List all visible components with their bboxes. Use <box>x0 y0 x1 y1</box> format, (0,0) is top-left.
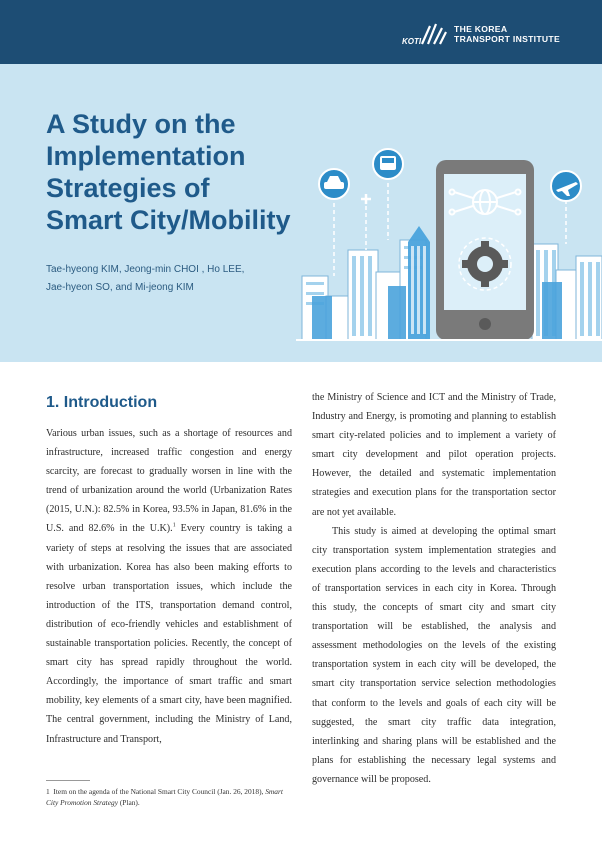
smart-city-illustration <box>296 146 602 362</box>
title-line: A Study on the <box>46 109 236 139</box>
title-line: Smart City/Mobility <box>46 205 291 235</box>
footnote <box>46 787 296 808</box>
bus-icon <box>373 149 403 179</box>
right-column <box>312 388 556 789</box>
footnote-text: Item on the agenda of the National Smart City Council (Jan. 26, 2018), <box>53 787 266 796</box>
org-name-line1: THE KOREA <box>454 24 508 34</box>
koti-logo <box>402 20 560 48</box>
intro-paragraph <box>46 424 292 749</box>
logo-mark-text: KOTI <box>402 37 422 46</box>
title-line: Implementation <box>46 141 246 171</box>
body-paragraph-1: the Ministry of Science and ICT and the Ministry of Trade, Industry and Energy, is promoting and planning to establish smart city-related policies and to implement a variety of smart city development and pilot operation projects. However, the detailed and systematic implementation strategies and execution plans for the transportation sector are not yet available. <box>312 392 556 518</box>
org-name-line2: TRANSPORT INSTITUTE <box>454 34 560 44</box>
airplane-icon <box>551 171 581 201</box>
footnote-ref: 1 <box>172 523 176 530</box>
author-list <box>46 261 244 297</box>
koti-logo-mark-icon <box>402 20 448 48</box>
footnote-number: 1 <box>46 787 50 796</box>
footnote-title: Smart City Promotion Strategy <box>46 787 283 807</box>
footnote-divider <box>46 780 90 781</box>
car-icon <box>319 169 349 199</box>
intro-text-part1: Various urban issues, such as a shortage of resources and infrastructure, increased traffic congestion and energy scarcity, are forecast to gradually worsen in line with the trend of urbanization around the world (Urbanization Rates (2015, U.N.): 82.5% in Korea, 93.5% in Japan, 81.6% in the U.S. and 82.6% in the U.K). <box>46 428 292 535</box>
intro-text-part2: Every country is taking a variety of steps at resolving the issues that are associated with urbanization. Korea has also been making efforts to resolve urban transportation issues, which include the introduction of the ITS, transportation demand control, distribution of eco-friendly vehicles and establishment of sustainable transportation policies. Recently, the concept of smart city has spread rapidly throughout the world. Accordingly, the importance of smart traffic and smart mobility, key elements of a smart city, have been magnified. The central government, including the Ministry of Land, Infrastructure and Transport, <box>46 523 292 745</box>
authors-line2: Jae-hyeon SO, and Mi-jeong KIM <box>46 282 194 293</box>
footnote-text-end: (Plan). <box>117 797 140 807</box>
org-name <box>454 24 560 44</box>
body-paragraph-2: This study is aimed at developing the optimal smart city transportation system implementation strategies and execution plans according to the levels and characteristics of transportation services in each city in Korea. Through this study, the concepts of smart city and smart city transportation will be established, the analysis and assessment methodologies on the levels of the existing transportation system in each city will be developed, the smart city transportation service selection methodologies that conform to the levels and goals of each city will be suggested, the smart city traffic data integration, interlinking and sharing plans will be established and the plans for establishing the necessary legal systems and governance will be proposed. <box>312 525 556 785</box>
section-heading: 1. Introduction <box>46 394 158 411</box>
authors-line1: Tae-hyeong KIM, Jeong-min CHOI , Ho LEE, <box>46 264 245 275</box>
report-title <box>46 108 306 236</box>
left-column <box>46 424 292 749</box>
header-bar <box>0 0 602 64</box>
title-line: Strategies of <box>46 173 210 203</box>
hero-banner <box>0 64 602 362</box>
plus-decoration <box>361 194 371 204</box>
